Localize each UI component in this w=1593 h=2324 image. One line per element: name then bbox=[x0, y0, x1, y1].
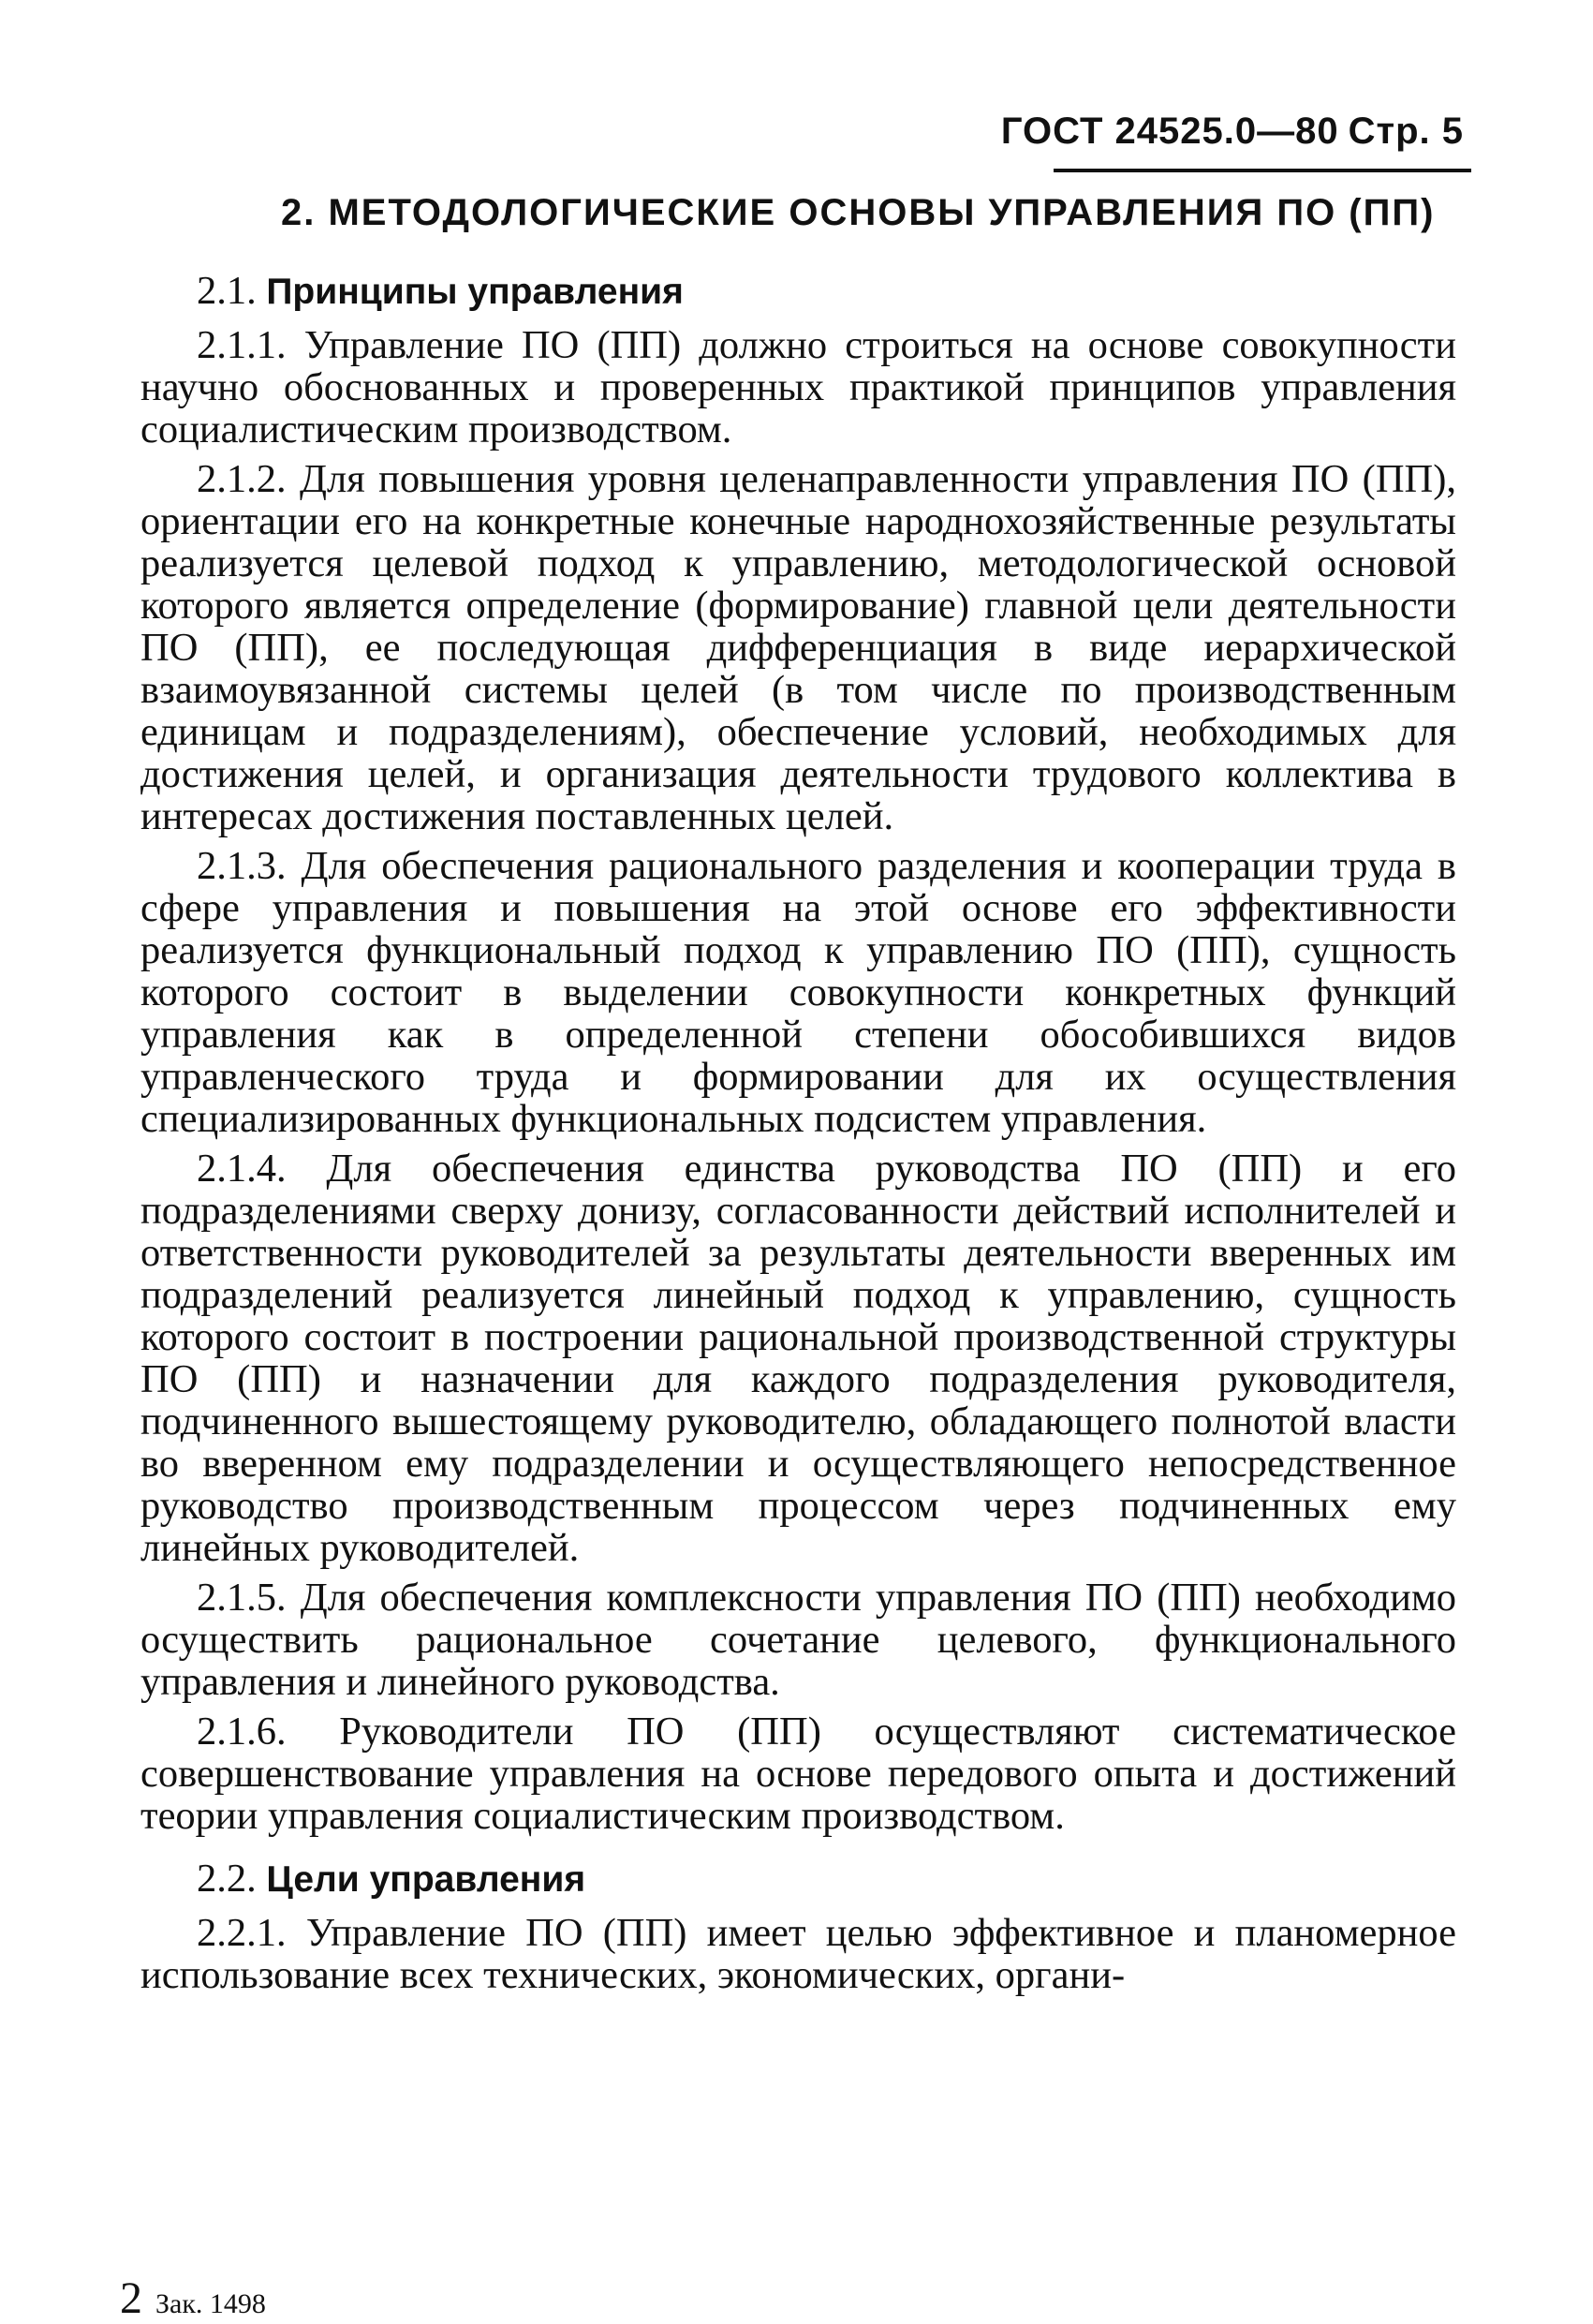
document-body bbox=[140, 268, 1456, 2004]
paragraph-2-1-6: 2.1.6. Руководители ПО (ПП) осуществляют систематическое совершенствование управления на основе передового опыта и достижений теории управления социалистическим производством. bbox=[140, 1710, 1456, 1838]
header-divider bbox=[1054, 169, 1471, 172]
subsection-number: 2.1. bbox=[197, 269, 257, 313]
header-page-number: Стр. 5 bbox=[1348, 111, 1464, 152]
page-header bbox=[902, 111, 1464, 153]
subsection-heading-goals bbox=[197, 1856, 1456, 1903]
page-footer bbox=[120, 2272, 266, 2324]
section-title: 2. МЕТОДОЛОГИЧЕСКИЕ ОСНОВЫ УПРАВЛЕНИЯ ПО (ПП) bbox=[281, 192, 1436, 233]
paragraph-2-1-4: 2.1.4. Для обеспечения единства руководства ПО (ПП) и его подразделениями сверху донизу, согласованности действий исполнителей и ответственности руководителей за результаты деятельности вверенных им подразделений реализуется линейный подход к управлению, сущность которого состоит в построении рациональной производственной структуры ПО (ПП) и назначении для каждого подразделения руководителя, подчиненного вышестоящему руководителю, обладающего полнотой власти во вверенном ему подразделении и осуществляющего непосредственное руководство производственным процессом через подчиненных ему линейных руководителей. bbox=[140, 1147, 1456, 1570]
paragraph-2-1-2: 2.1.2. Для повышения уровня целенаправленности управления ПО (ПП), ориентации его на конкретные конечные народнохозяйственные результаты реализуется целевой подход к управлению, методологической основой которого является определение (формирование) главной цели деятельности ПО (ПП), ее последующая дифференциация в виде иерархической взаимоувязанной системы целей (в том числе по производственным единицам и подразделениям), обеспечение условий, необходимых для достижения целей, и организация деятельности трудового коллектива в интересах достижения поставленных целей. bbox=[140, 457, 1456, 838]
subsection-title: Принципы управления bbox=[266, 272, 684, 312]
paragraph-2-1-3: 2.1.3. Для обеспечения рационального разделения и кооперации труда в сфере управления и повышения на этой основе его эффективности реализуется функциональный подход к управлению ПО (ПП), сущность которого состоит в выделении совокупности конкретных функций управления как в определенной степени обособившихся видов управленческого труда и формировании для их осуществления специализированных функциональных подсистем управления. bbox=[140, 844, 1456, 1141]
footer-sheet-number: 2 bbox=[120, 2273, 142, 2323]
header-doc-id: ГОСТ 24525.0—80 bbox=[1000, 111, 1339, 152]
paragraph-2-2-1: 2.2.1. Управление ПО (ПП) имеет целью эффективное и планомерное использование всех технических, экономических, органи- bbox=[140, 1911, 1456, 1997]
subsection-heading-principles bbox=[197, 268, 1456, 316]
paragraph-2-1-1: 2.1.1. Управление ПО (ПП) должно строиться на основе совокупности научно обоснованных и проверенных практикой принципов управления социалистическим производством. bbox=[140, 323, 1456, 451]
subsection-number: 2.2. bbox=[197, 1857, 257, 1901]
footer-order-number: Зак. 1498 bbox=[155, 2288, 266, 2319]
subsection-title: Цели управления bbox=[266, 1859, 586, 1900]
paragraph-2-1-5: 2.1.5. Для обеспечения комплексности управления ПО (ПП) необходимо осуществить рациональное сочетание целевого, функционального управления и линейного руководства. bbox=[140, 1576, 1456, 1704]
